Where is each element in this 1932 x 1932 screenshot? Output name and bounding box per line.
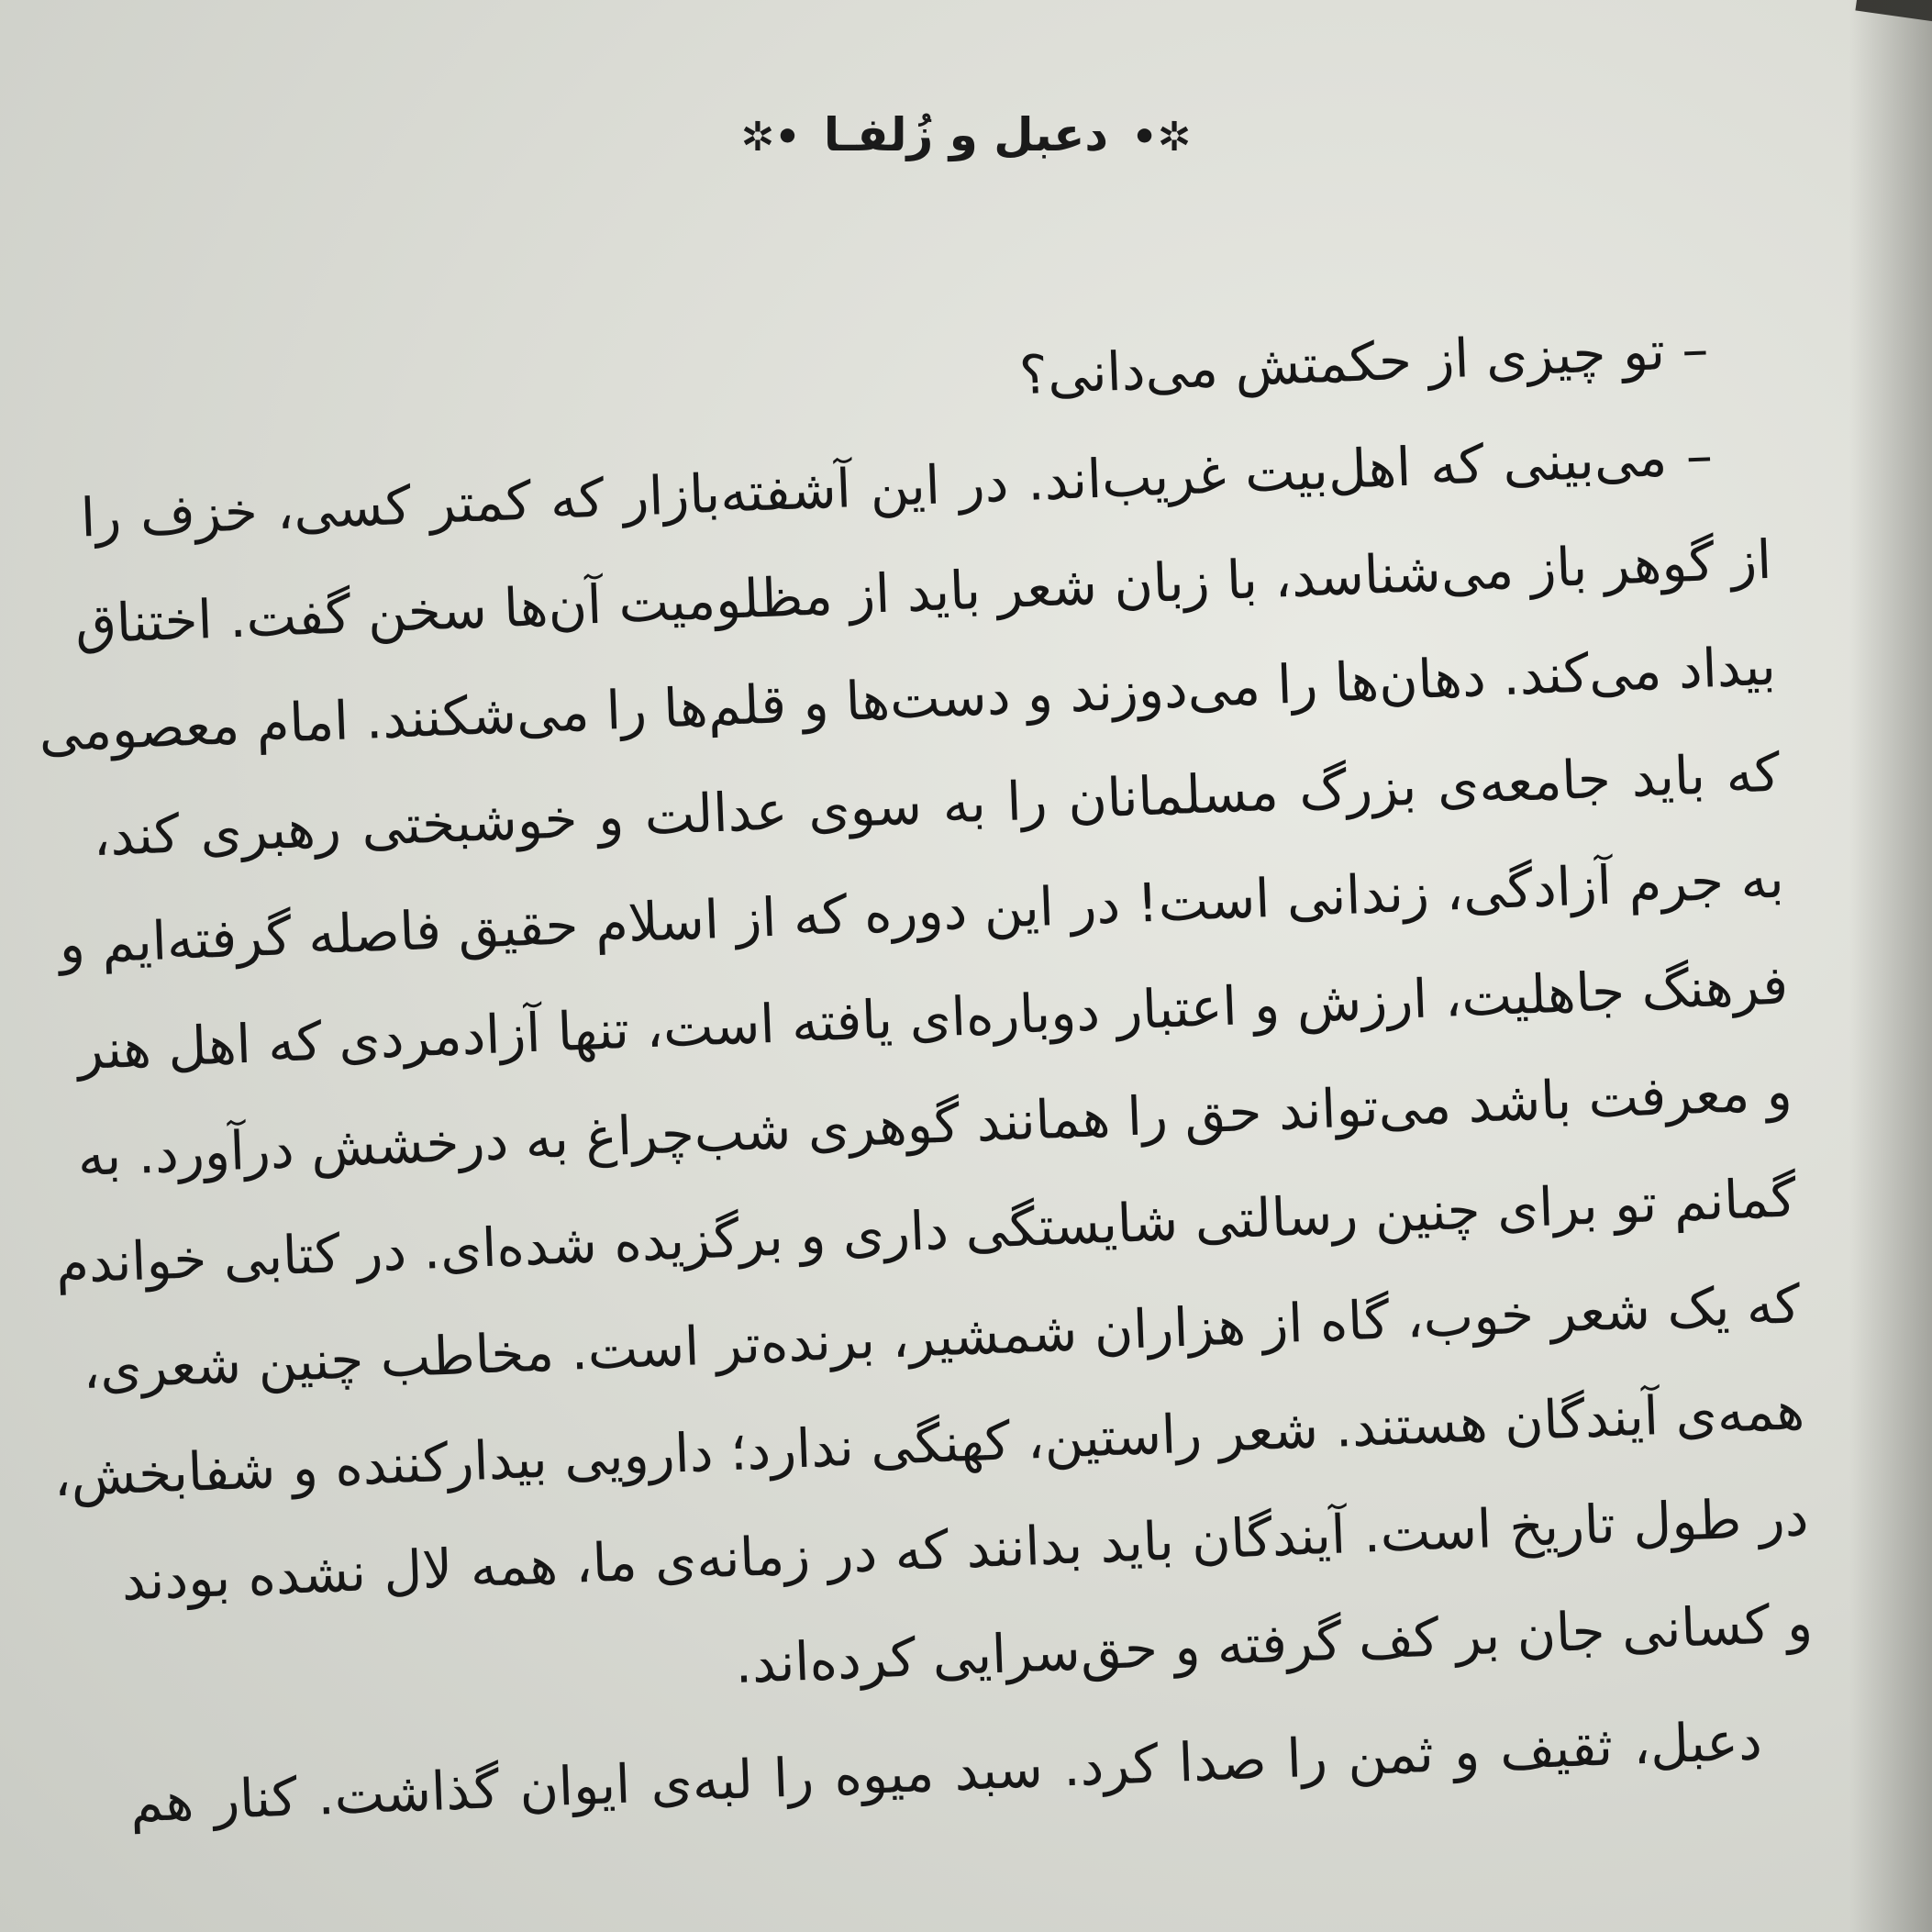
page-edge-shadow [1849, 0, 1932, 1932]
text-line: در طول تاریخ است. آیندگان باید بدانند که در زمانه‌ی ما، همه لال نشده بودند [120, 1485, 1810, 1613]
body-text [38, 294, 1818, 1856]
text-line: – تو چیزی از حکمتش می‌دانی؟ [1017, 317, 1710, 407]
text-line: بیداد می‌کند. دهان‌ها را می‌دوزند و دست‌ها و قلم‌ها را می‌شکنند. امام معصومی [38, 634, 1777, 764]
header-title: دعبل و زُلفـا [823, 108, 1109, 161]
text-line: به جرم آزادگی، زندانی است! در این دوره که از اسلام حقیق فاصله گرفته‌ایم و [58, 847, 1785, 976]
text-line: که باید جامعه‌ی بزرگ مسلمانان را به سوی عدالت و خوشبختی رهبری کند، [92, 740, 1782, 869]
text-line: – می‌بینی که اهل‌بیت غریب‌اند. در این آشفته‌بازار که کمتر کسی، خزف را [79, 424, 1715, 550]
text-line: فرهنگ جاهلیت، ارزش و اعتبار دوباره‌ای یافته است، تنها آزادمردی که اهل هنر [76, 953, 1790, 1083]
text-line: همه‌ی آیندگان هستند. شعر راستین، کهنگی ندارد؛ دارویی بیدارکننده و شفابخش، [52, 1379, 1806, 1509]
text-line: و کسانی جان بر کف گرفته و حق‌سرایی کرده‌اند. [733, 1591, 1814, 1696]
text-line: دعبل، ثقیف و ثمن را صدا کرد. سبد میوه را لبه‌ی ایوان گذاشت. کنار هم [128, 1709, 1763, 1835]
running-header [0, 108, 1932, 161]
text-line: و معرفت باشد می‌تواند حق را همانند گوهری شب‌چراغ به درخشش درآورد. به [76, 1060, 1793, 1189]
text-line: از گوهر باز می‌شناسد، با زبان شعر باید از مظلومیت آن‌ها سخن گفت. اختناق [73, 527, 1773, 656]
header-ornament-right: ✲• [1131, 114, 1192, 161]
text-line: گمانم تو برای چنین رسالتی شایستگی داری و برگزیده شده‌ای. در کتابی خواندم [54, 1166, 1798, 1296]
header-ornament-left: •✲ [740, 114, 801, 161]
text-line: که یک شعر خوب، گاه از هزاران شمشیر، برنده‌تر است. مخاطب چنین شعری، [81, 1272, 1802, 1402]
